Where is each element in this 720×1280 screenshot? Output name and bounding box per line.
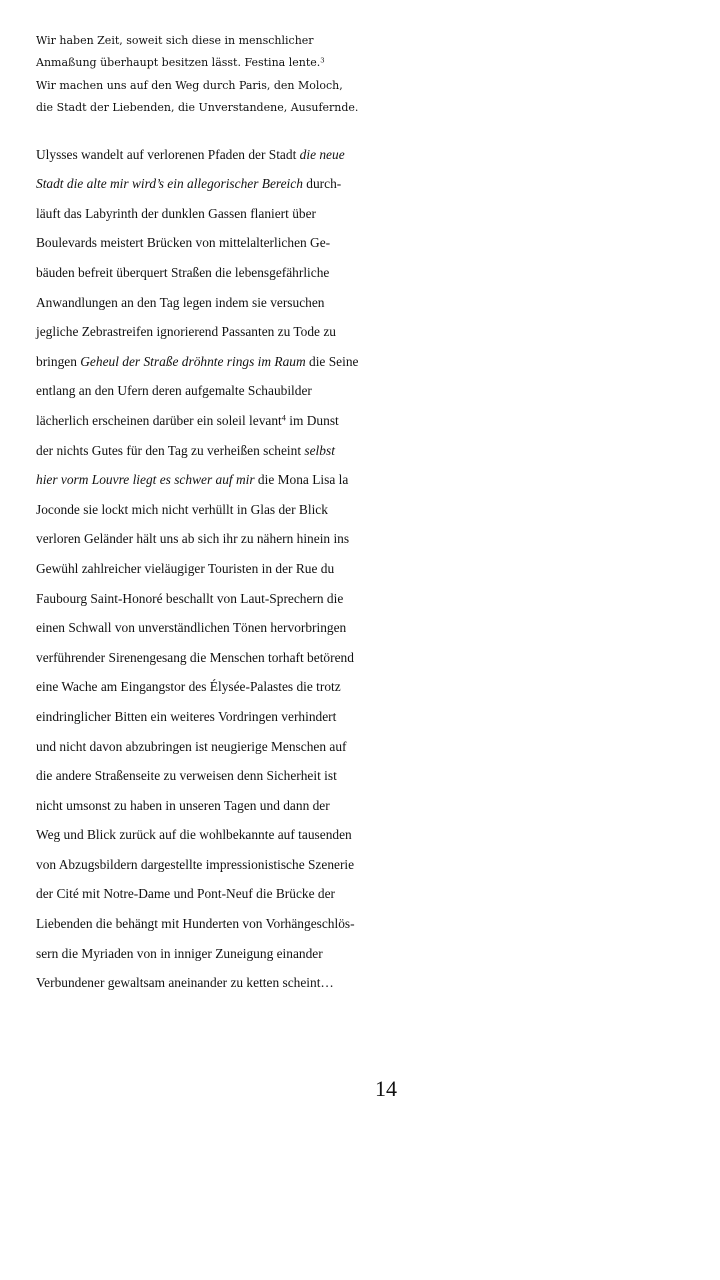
italic-quote: Stadt die alte mir wird’s ein allegorischer Bereich (36, 176, 303, 192)
page-body (36, 30, 688, 998)
text-line: Faubourg Saint-Honoré beschallt von Laut-Sprechern die (36, 590, 344, 606)
text-line: Wir haben Zeit, soweit sich diese in menschlicher (36, 34, 314, 47)
paragraph-1 (36, 30, 688, 120)
italic-quote: selbst (304, 442, 335, 458)
text-line: sern die Myriaden von in inniger Zuneigung einander (36, 945, 323, 961)
text-line: Gewühl zahlreicher vieläugiger Touristen in der Rue du (36, 560, 335, 576)
text-line: der Cité mit Notre-Dame und Pont-Neuf die Brücke der (36, 886, 335, 902)
text-line: entlang an den Ufern deren aufgemalte Schaubilder (36, 383, 312, 399)
text-run: Anmaßung überhaupt besitzen lässt. Festina lente. (36, 56, 321, 70)
text-line (36, 406, 688, 436)
text-line: läuft das Labyrinth der dunklen Gassen flaniert über (36, 205, 316, 221)
text-line: Anwandlungen an den Tag legen indem sie versuchen (36, 294, 325, 310)
text-line: Weg und Blick zurück auf die wohlbekannte auf tausenden (36, 827, 352, 843)
text-line: von Abzugsbildern dargestellte impressionistische Szenerie (36, 856, 355, 872)
text-run: die Seine (305, 353, 359, 369)
text-line: nicht umsonst zu haben in unseren Tagen und dann der (36, 797, 330, 813)
text-line: Joconde sie lockt mich nicht verhüllt in Glas der Blick (36, 501, 328, 517)
paragraph-2 (36, 140, 688, 998)
text-line: einen Schwall von unverständlichen Tönen hervorbringen (36, 620, 347, 636)
text-run: die Mona Lisa la (254, 472, 349, 488)
footnote-marker[interactable]: 4 (281, 413, 286, 423)
italic-quote: die neue (299, 146, 345, 162)
text-run: der nichts Gutes für den Tag zu verheißen scheint (36, 442, 305, 458)
text-line: Boulevards meistert Brücken von mittelalterlichen Ge- (36, 235, 331, 251)
text-line: Wir machen uns auf den Weg durch Paris, den Moloch, (36, 78, 343, 92)
text-line: eine Wache am Eingangstor des Élysée-Palastes die trotz (36, 679, 341, 695)
text-run: lächerlich erscheinen darüber ein soleil levant (36, 412, 282, 428)
text-line (36, 52, 688, 74)
text-line (36, 169, 688, 199)
text-run: durch- (302, 176, 342, 192)
text-line: Liebenden die behängt mit Hunderten von Vorhängeschlös- (36, 916, 355, 932)
text-line (36, 347, 688, 377)
text-line: Verbundener gewaltsam aneinander zu ketten scheint… (36, 975, 334, 991)
text-line (36, 465, 688, 495)
footnote-marker[interactable]: 3 (320, 56, 325, 65)
text-line: jegliche Zebrastreifen ignorierend Passanten zu Tode zu (36, 324, 336, 340)
text-line (36, 140, 688, 170)
text-line (36, 436, 688, 466)
text-run: Ulysses wandelt auf verlorenen Pfaden der Stadt (36, 146, 300, 162)
text-line: verführender Sirenengesang die Menschen torhaft betörend (36, 649, 354, 665)
text-line: eindringlicher Bitten ein weiteres Vordringen verhindert (36, 708, 337, 724)
italic-quote: Geheul der Straße dröhnte rings im Raum (80, 353, 306, 369)
text-line: bäuden befreit überquert Straßen die lebensgefährliche (36, 265, 330, 280)
text-line: und nicht davon abzubringen ist neugierige Menschen auf (36, 738, 347, 754)
text-run: bringen (36, 353, 81, 369)
page-number: 14 (375, 1076, 397, 1101)
italic-quote: hier vorm Louvre liegt es schwer auf mir (36, 472, 255, 488)
text-line: die Stadt der Liebenden, die Unverstandene, Ausufernde. (36, 101, 359, 115)
text-line: die andere Straßenseite zu verweisen denn Sicherheit ist (36, 768, 337, 784)
text-run: im Dunst (285, 412, 339, 428)
text-line: verloren Geländer hält uns ab sich ihr zu nähern hinein ins (36, 531, 350, 547)
